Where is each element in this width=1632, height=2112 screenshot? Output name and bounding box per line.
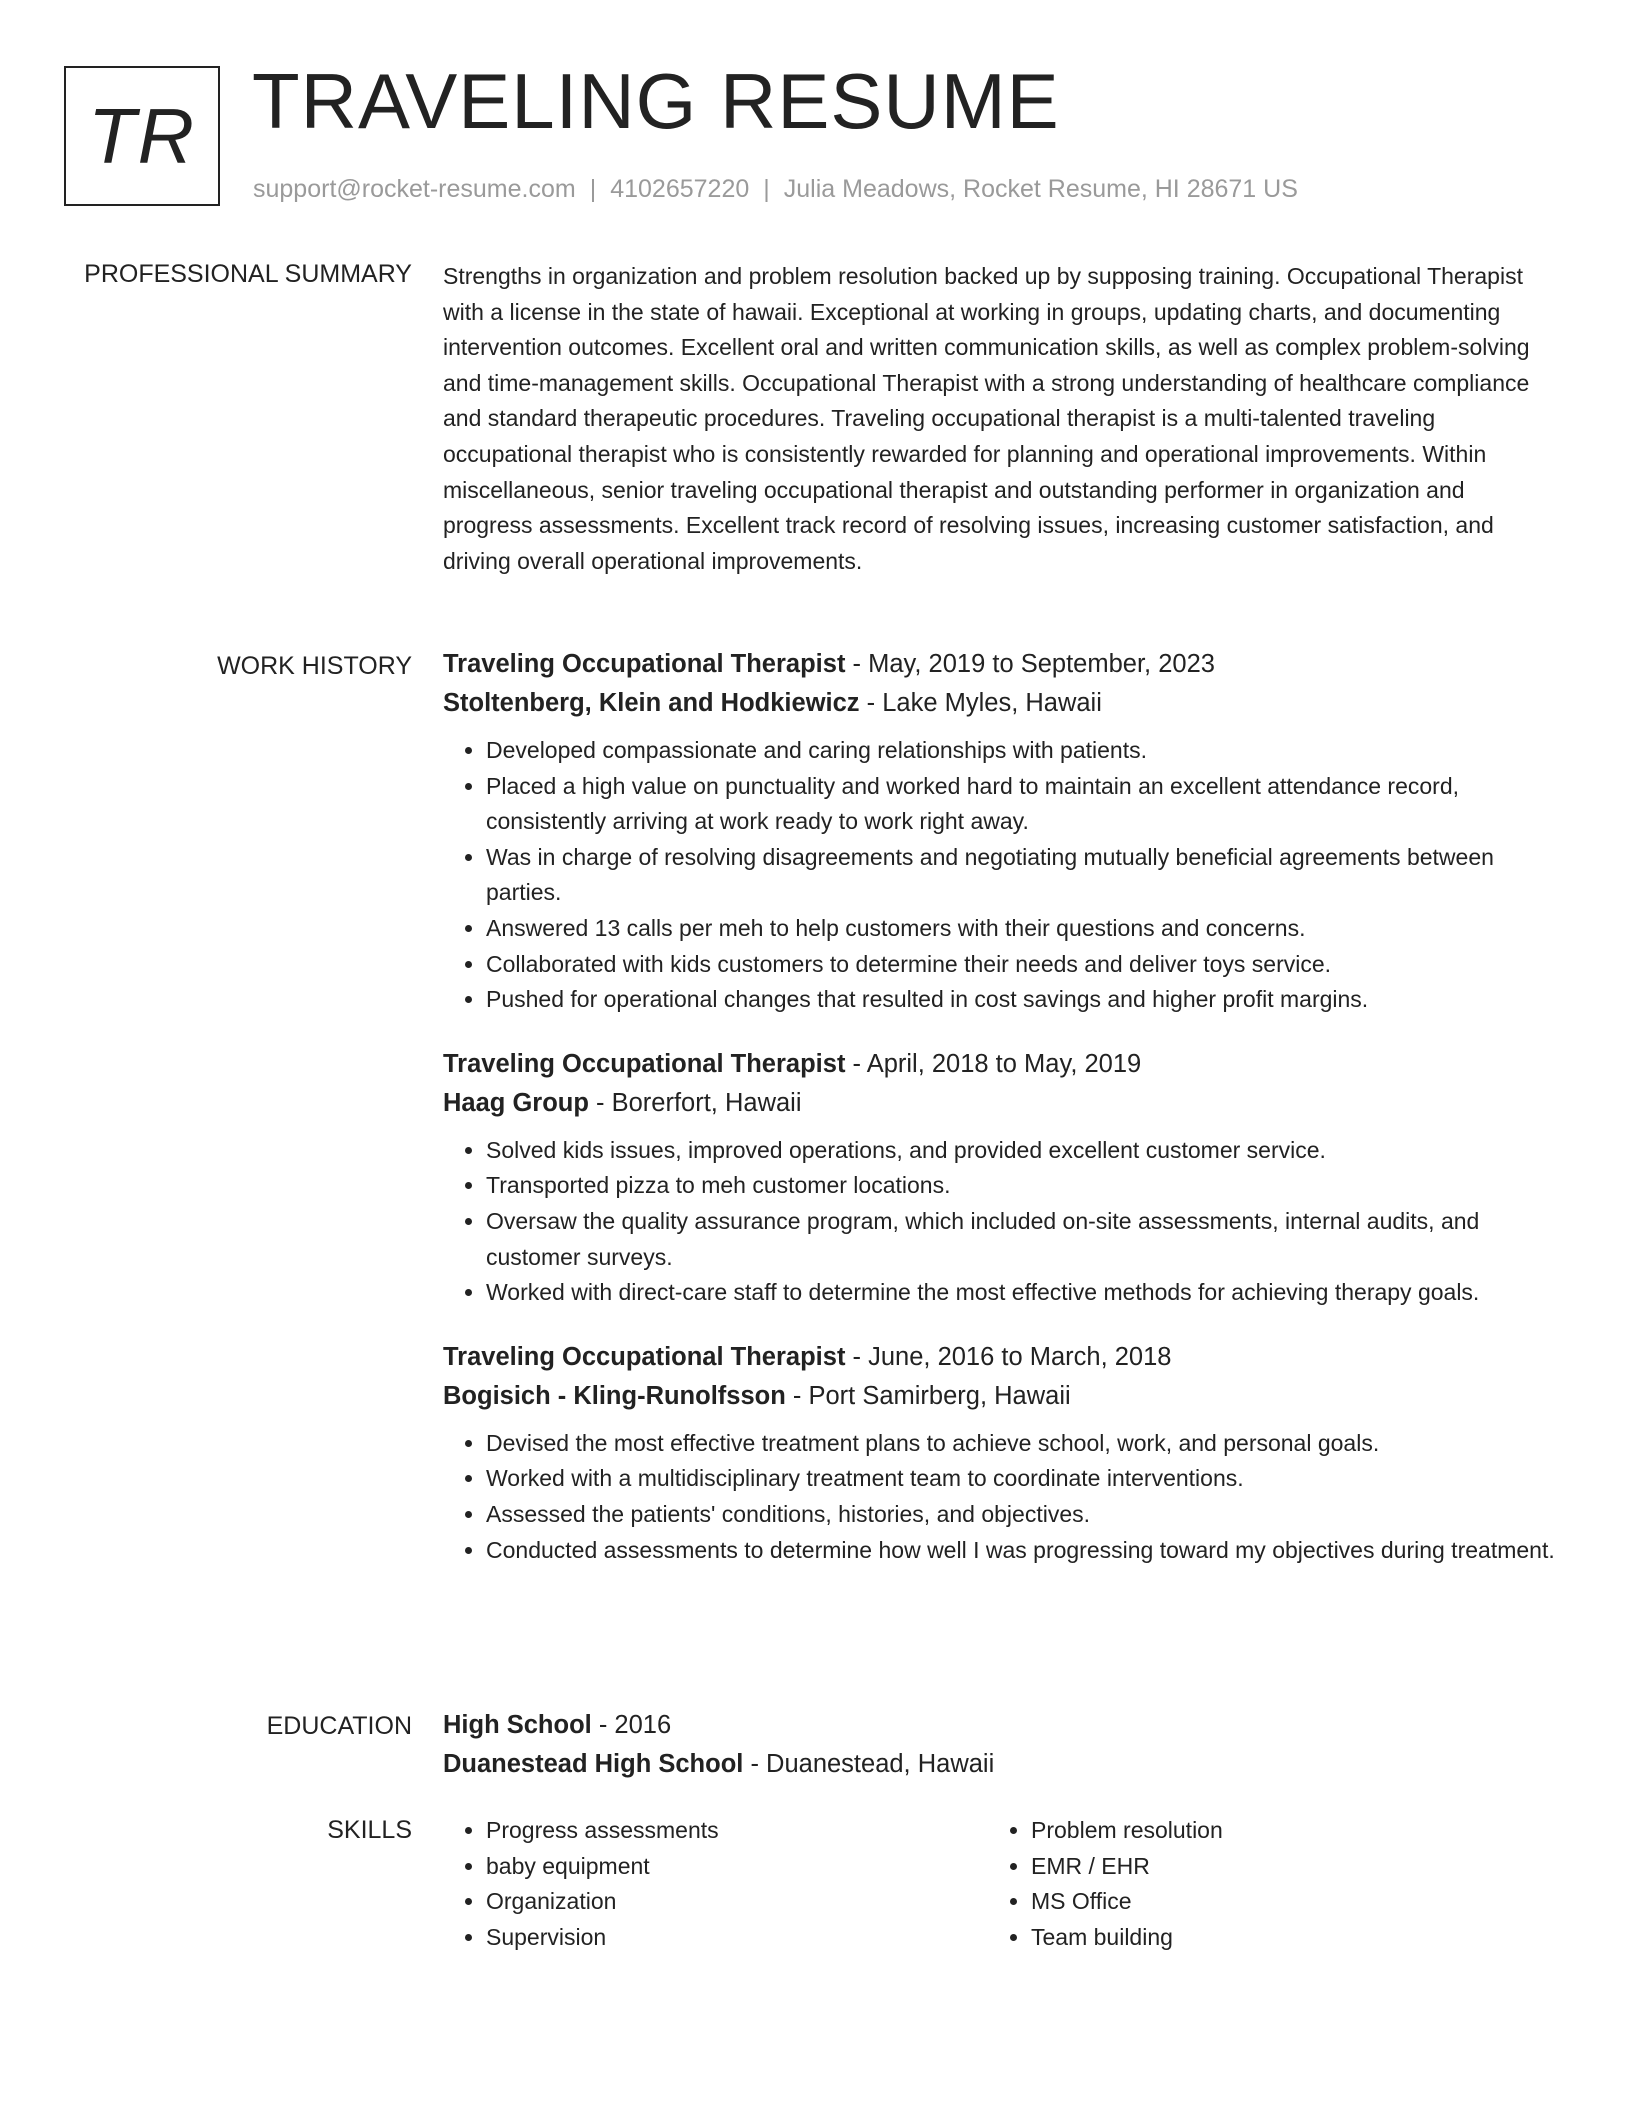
job-bullets (443, 1133, 1558, 1311)
job-company: Bogisich - Kling-Runolfsson (443, 1381, 786, 1410)
job-entry (443, 1045, 1558, 1311)
contact-separator: | (589, 175, 597, 203)
job-title-line (443, 1338, 1558, 1377)
list-item: • Devised the most effective treatment plans to achieve school, work, and personal goals. (486, 1426, 1558, 1462)
job-location: - Lake Myles, Hawaii (859, 689, 1102, 717)
skill-item: • Problem resolution (1031, 1813, 1533, 1849)
education-location: - Duanestead, Hawaii (743, 1750, 995, 1778)
list-item: • Placed a high value on punctuality and worked hard to maintain an excellent attendance record, consistently arriving at work ready to work right away. (486, 769, 1558, 840)
job-entry (443, 645, 1558, 1018)
job-title: Traveling Occupational Therapist (443, 650, 846, 678)
skill-item: • Progress assessments (486, 1813, 988, 1849)
education-body (443, 1706, 1558, 1784)
education-degree-line (443, 1706, 1558, 1745)
contact-phone: 4102657220 (610, 175, 750, 203)
job-company: Haag Group (443, 1088, 589, 1117)
list-item: • Worked with a multidisciplinary treatment team to coordinate interventions. (486, 1461, 1558, 1497)
resume-title: TRAVELING RESUME (252, 57, 1060, 145)
list-item: • Assessed the patients' conditions, histories, and objectives. (486, 1497, 1558, 1533)
skill-item: • Team building (1031, 1920, 1533, 1956)
skills-list-left (443, 1813, 988, 1955)
job-bullets (443, 1426, 1558, 1568)
list-item: • Conducted assessments to determine how well I was progressing toward my objectives during treatment. (486, 1533, 1558, 1569)
job-company-line (443, 1377, 1558, 1416)
job-title: Traveling Occupational Therapist (443, 1049, 846, 1078)
list-item: • Answered 13 calls per meh to help customers with their questions and concerns. (486, 911, 1558, 947)
skill-item: • Supervision (486, 1920, 988, 1956)
section-label-skills: SKILLS (327, 1816, 412, 1844)
summary-text: Strengths in organization and problem resolution backed up by supposing training. Occupational Therapist with a license in the state of hawaii. Exceptional at working in groups, updating charts, and documenting intervention outcomes. Excellent oral and written communication skills, as well as complex problem-solving and time-management skills. Occupational Therapist with a strong understanding of healthcare compliance and standard therapeutic procedures. Traveling occupational therapist is a multi-talented traveling occupational therapist who is consistently rewarded for planning and operational improvements. Within miscellaneous, senior traveling occupational therapist and outstanding performer in organization and progress assessments. Excellent track record of resolving issues, increasing customer satisfaction, and driving overall operational improvements. (443, 263, 1530, 574)
skills-body (443, 1813, 1558, 1955)
skills-grid (443, 1813, 1558, 1955)
list-item: • Oversaw the quality assurance program, which included on-site assessments, internal audits, and customer surveys. (486, 1204, 1558, 1275)
section-label-work: WORK HISTORY (217, 652, 412, 680)
skill-item: • MS Office (1031, 1884, 1533, 1920)
list-item: • Developed compassionate and caring relationships with patients. (486, 733, 1558, 769)
contact-separator: | (763, 175, 770, 203)
job-title-line (443, 1045, 1558, 1084)
skill-item: • EMR / EHR (1031, 1849, 1533, 1885)
list-item: • Pushed for operational changes that resulted in cost savings and higher profit margins. (486, 982, 1558, 1018)
contact-address: Julia Meadows, Rocket Resume, HI 28671 US (783, 175, 1298, 203)
skill-item: • Organization (486, 1884, 988, 1920)
job-company-line (443, 1084, 1558, 1123)
job-dates: - May, 2019 to September, 2023 (845, 650, 1215, 678)
job-location: - Borerfort, Hawaii (588, 1088, 802, 1117)
job-bullets (443, 733, 1558, 1018)
education-year: - 2016 (591, 1711, 672, 1739)
contact-line (253, 172, 1298, 206)
job-company-line (443, 684, 1558, 723)
section-label-education: EDUCATION (266, 1712, 412, 1740)
job-dates: - June, 2016 to March, 2018 (845, 1342, 1172, 1371)
list-item: • Collaborated with kids customers to determine their needs and deliver toys service. (486, 947, 1558, 983)
work-history-body (443, 645, 1558, 1568)
job-title: Traveling Occupational Therapist (443, 1342, 846, 1371)
monogram-logo: TR (64, 66, 220, 206)
section-label-summary: PROFESSIONAL SUMMARY (84, 260, 412, 288)
contact-email: support@rocket-resume.com (253, 175, 576, 203)
education-school: Duanestead High School (443, 1750, 744, 1778)
list-item: • Solved kids issues, improved operations, and provided excellent customer service. (486, 1133, 1558, 1169)
education-school-line (443, 1745, 1558, 1784)
job-title-line (443, 645, 1558, 684)
list-item: • Transported pizza to meh customer locations. (486, 1168, 1558, 1204)
education-degree: High School (443, 1711, 592, 1739)
list-item: • Worked with direct-care staff to determine the most effective methods for achieving therapy goals. (486, 1275, 1558, 1311)
summary-body (443, 259, 1558, 579)
list-item: • Was in charge of resolving disagreements and negotiating mutually beneficial agreements between parties. (486, 840, 1558, 911)
skills-list-right (988, 1813, 1533, 1955)
job-entry (443, 1338, 1558, 1568)
job-company: Stoltenberg, Klein and Hodkiewicz (443, 689, 860, 717)
job-location: - Port Samirberg, Hawaii (785, 1381, 1071, 1410)
job-dates: - April, 2018 to May, 2019 (845, 1049, 1142, 1078)
skill-item: • baby equipment (486, 1849, 988, 1885)
